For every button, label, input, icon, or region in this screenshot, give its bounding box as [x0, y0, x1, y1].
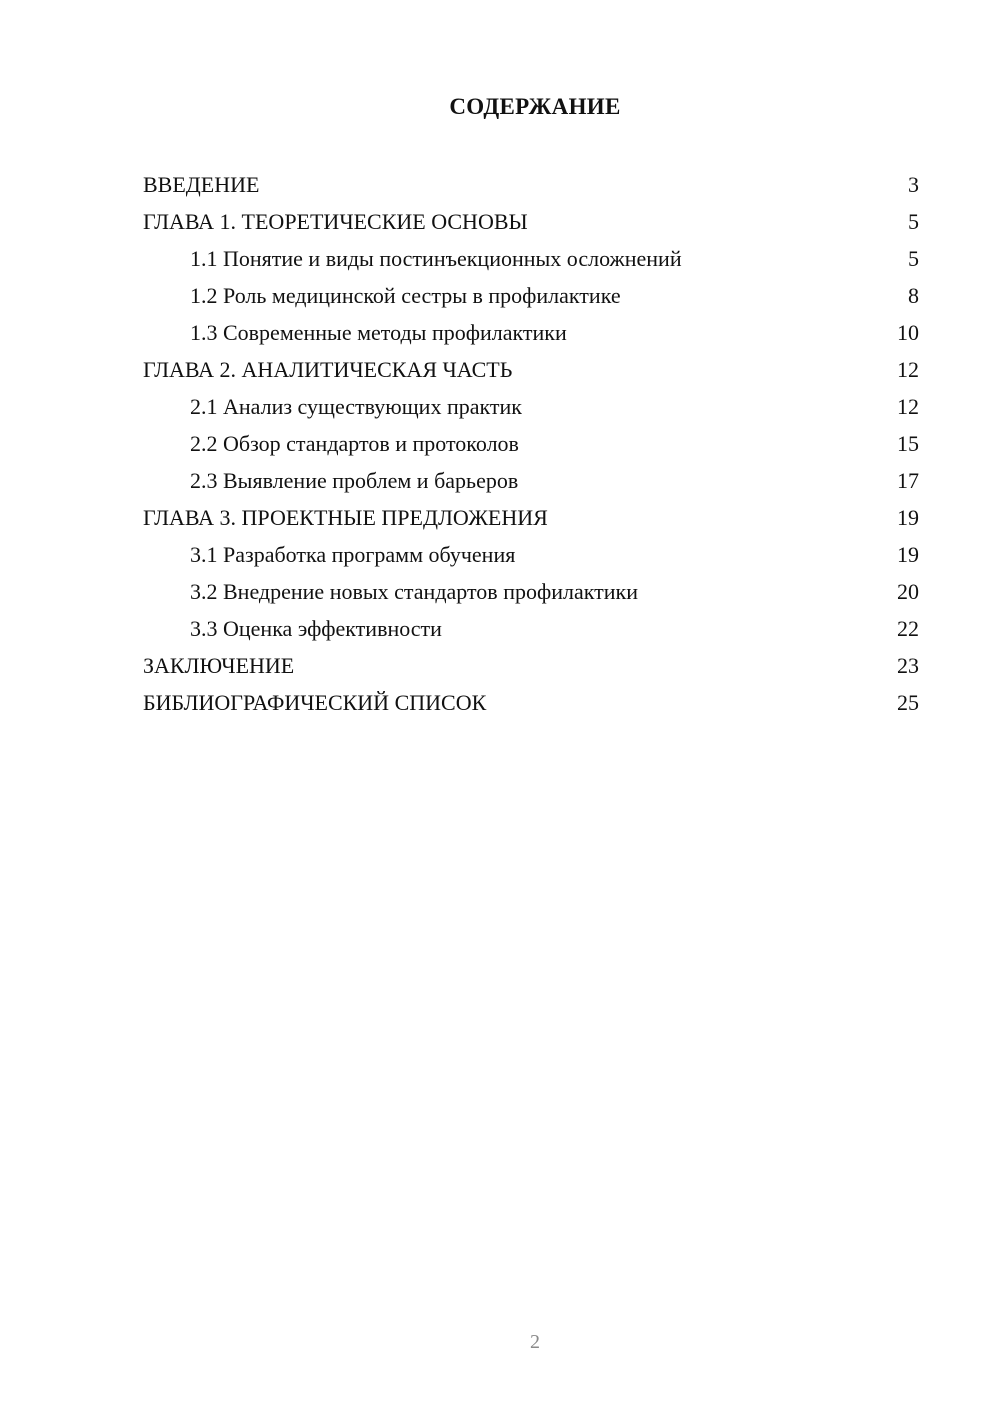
toc-entry-label: 3.3 Оценка эффективности — [190, 616, 442, 641]
toc-entry-chapter-1[interactable] — [143, 203, 919, 240]
toc-entry-bibliography[interactable] — [143, 684, 919, 721]
toc-entry-page: 17 — [897, 468, 919, 493]
toc-entry-page: 3 — [908, 172, 919, 197]
toc-entry-page: 19 — [897, 505, 919, 530]
toc-entry-label: 1.3 Современные методы профилактики — [190, 320, 567, 345]
toc-entry-page: 8 — [908, 283, 919, 308]
toc-entry-page: 20 — [897, 579, 919, 604]
toc-entry-label: БИБЛИОГРАФИЧЕСКИЙ СПИСОК — [143, 690, 487, 715]
toc-entry-label: 2.1 Анализ существующих практик — [190, 394, 522, 419]
toc-entry-label: 3.2 Внедрение новых стандартов профилактики — [190, 579, 638, 604]
toc-entry-label: 1.2 Роль медицинской сестры в профилактике — [190, 283, 621, 308]
toc-entry-page: 22 — [897, 616, 919, 641]
toc-entry-section-2-2[interactable] — [143, 425, 919, 462]
toc-entry-label: ВВЕДЕНИЕ — [143, 172, 260, 197]
toc-entry-page: 5 — [908, 246, 919, 271]
toc-entry-section-2-3[interactable] — [143, 462, 919, 499]
page-title: СОДЕРЖАНИЕ — [449, 94, 621, 119]
toc-entry-page: 19 — [897, 542, 919, 567]
toc-entry-chapter-3[interactable] — [143, 499, 919, 536]
toc-entry-label: ГЛАВА 2. АНАЛИТИЧЕСКАЯ ЧАСТЬ — [143, 357, 513, 382]
toc-entry-page: 12 — [897, 394, 919, 419]
toc-entry-page: 12 — [897, 357, 919, 382]
toc-entry-label: 3.1 Разработка программ обучения — [190, 542, 516, 567]
toc-entry-section-1-3[interactable] — [143, 314, 919, 351]
toc-entry-label: ГЛАВА 3. ПРОЕКТНЫЕ ПРЕДЛОЖЕНИЯ — [143, 505, 548, 530]
page-number: 2 — [530, 1331, 540, 1353]
toc-entry-label: ЗАКЛЮЧЕНИЕ — [143, 653, 295, 678]
toc-entry-introduction[interactable] — [143, 166, 919, 203]
table-of-contents — [143, 166, 919, 721]
toc-entry-conclusion[interactable] — [143, 647, 919, 684]
toc-entry-section-1-1[interactable] — [143, 240, 919, 277]
toc-entry-section-2-1[interactable] — [143, 388, 919, 425]
toc-entry-label: 1.1 Понятие и виды постинъекционных осложнений — [190, 246, 682, 271]
toc-entry-chapter-2[interactable] — [143, 351, 919, 388]
toc-entry-label: ГЛАВА 1. ТЕОРЕТИЧЕСКИЕ ОСНОВЫ — [143, 209, 528, 234]
toc-entry-page: 15 — [897, 431, 919, 456]
toc-entry-section-3-3[interactable] — [143, 610, 919, 647]
toc-entry-page: 5 — [908, 209, 919, 234]
toc-entry-page: 10 — [897, 320, 919, 345]
toc-entry-section-3-1[interactable] — [143, 536, 919, 573]
toc-entry-section-3-2[interactable] — [143, 573, 919, 610]
toc-entry-section-1-2[interactable] — [143, 277, 919, 314]
toc-entry-page: 23 — [897, 653, 919, 678]
toc-entry-page: 25 — [897, 690, 919, 715]
toc-entry-label: 2.2 Обзор стандартов и протоколов — [190, 431, 519, 456]
toc-entry-label: 2.3 Выявление проблем и барьеров — [190, 468, 519, 493]
